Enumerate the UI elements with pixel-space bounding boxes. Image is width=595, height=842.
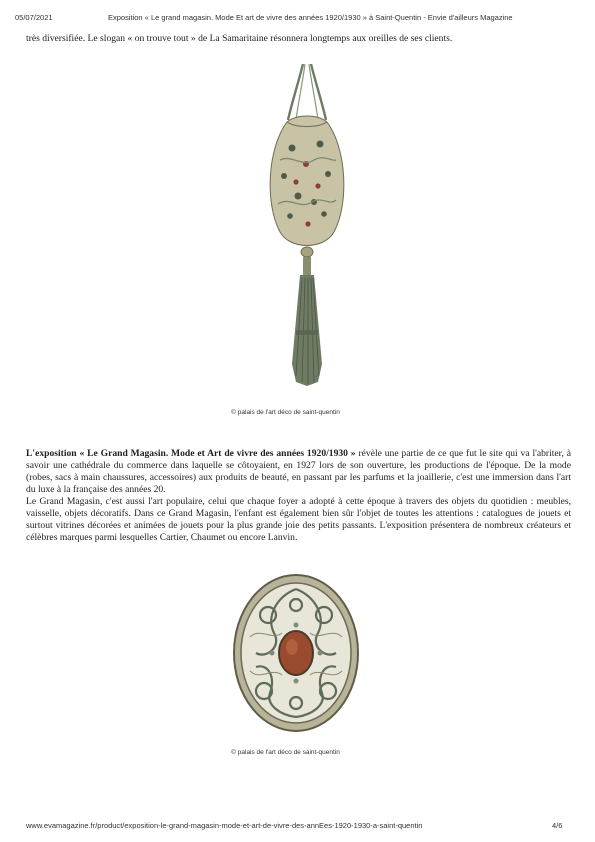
exhibition-title: L'exposition « Le Grand Magasin. Mode et Art de vivre des années 1920/1930 »	[26, 448, 356, 459]
header-date: 05/07/2021	[15, 13, 53, 22]
art-deco-medallion-image	[226, 567, 366, 737]
paragraph-2: Le Grand Magasin, c'est aussi l'art populaire, celui que chaque foyer a adopté à cette époque à travers des objets du quotidien : meubles, vaisselle, objets décoratifs. Dans ce Grand Magasin, l'enfant est également bien sûr l'objet de toutes les attentions : catalogues de jouets et surtout vitrines décorées et animées de jouets pour la plus grande joie des petits passants. L'exposition présentera de nombreux créateurs et célèbres marques parmi lesquelles Cartier, Chaumet ou encore Lanvin.	[26, 496, 571, 543]
header-title: Exposition « Le grand magasin. Mode Et art de vivre des années 1920/1930 » à Saint-Quentin - Envie d'ailleurs Magazine	[108, 13, 513, 22]
page-number: 4/6	[552, 821, 563, 830]
figure1-caption: © palais de l'art déco de saint-quentin	[231, 409, 340, 416]
paragraph-1	[26, 448, 571, 496]
article-body	[26, 448, 571, 544]
paragraph-1-text: révèle une partie de ce que fut le site qui va l'abriter, à savoir une cathédrale du commerce dans laquelle se côtoyaient, en 1927 lors de son ouverture, les productions de l'époque. De la mode (robes, sacs à main chaussures, accessoires) aux produits de beauté, en passant par les parfums et la joaillerie, c'est une immersion dans l'art du luxe à la française des années 20.	[26, 448, 571, 495]
footer-url: www.evamagazine.fr/product/exposition-le-grand-magasin-mode-et-art-de-vivre-des-annEes-1920-1930-a-saint-quentin	[26, 821, 423, 830]
figure2-caption: © palais de l'art déco de saint-quentin	[231, 749, 340, 756]
intro-text: très diversifiée. Le slogan « on trouve tout » de La Samaritaine résonnera longtemps aux oreilles de ses clients.	[26, 33, 453, 44]
beaded-purse-image	[262, 64, 352, 394]
